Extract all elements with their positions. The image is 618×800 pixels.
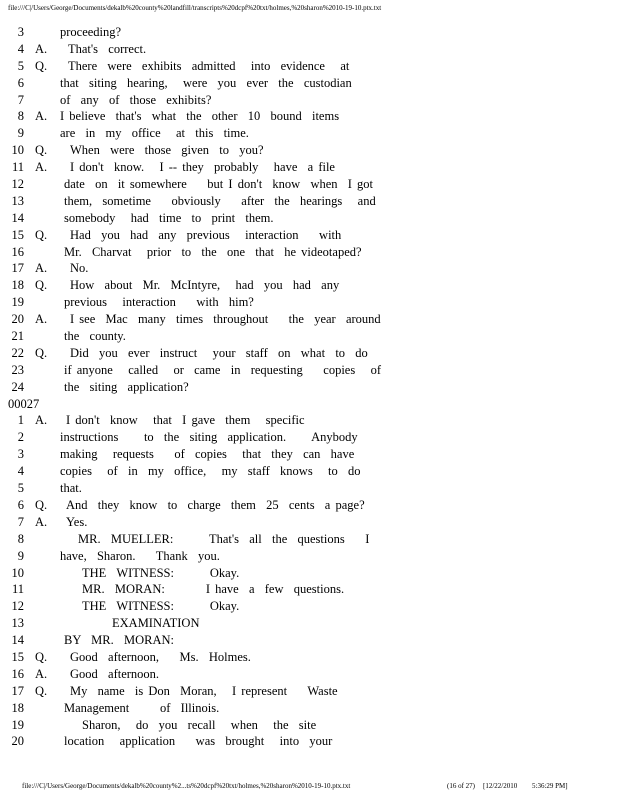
transcript-line — [8, 514, 608, 531]
line-number: 15 — [11, 227, 24, 242]
line-text: There were exhibits admitted into evidence at — [68, 58, 350, 73]
speaker-marker: A. — [35, 514, 48, 529]
line-number: 3 — [17, 25, 24, 39]
transcript-line — [8, 598, 608, 615]
transcript-block-page-27 — [8, 412, 608, 750]
line-number: 10 — [11, 565, 24, 580]
speaker-marker: Q. — [35, 58, 48, 73]
footer-date: [12/22/2010 — [483, 782, 518, 790]
transcript-line — [8, 379, 608, 396]
line-text: Sharon, do you recall when the site — [82, 717, 317, 732]
line-number: 13 — [11, 616, 24, 631]
line-text: EXAMINATION — [112, 616, 200, 631]
transcript-line — [8, 159, 608, 176]
transcript-line — [8, 125, 608, 142]
line-number: 4 — [17, 41, 24, 56]
line-number: 14 — [11, 210, 24, 225]
transcript-line — [8, 227, 608, 244]
transcript-line — [8, 277, 608, 294]
line-number: 16 — [11, 666, 24, 681]
line-text: BY MR. MORAN: — [64, 633, 174, 648]
transcript-line — [8, 565, 608, 582]
line-number: 20 — [11, 312, 24, 327]
line-text: the county. — [64, 329, 126, 344]
speaker-marker: A. — [35, 41, 48, 56]
line-text: THE WITNESS: Okay. — [82, 565, 240, 580]
line-text: somebody had time to print them. — [64, 210, 274, 225]
footer-file-path: file:///C|/Users/George/Documents/dekalb%20county%2...ts%20dcpf%20txt/holmes,%20sharon%2010-19-10.ptx.txt — [22, 782, 351, 790]
transcript-line — [8, 362, 608, 379]
line-text: proceeding? — [60, 25, 122, 39]
line-text: of any of those exhibits? — [60, 92, 212, 107]
line-number: 1 — [17, 413, 24, 428]
speaker-marker: A. — [35, 160, 48, 175]
line-text: have, Sharon. Thank you. — [60, 548, 220, 563]
transcript-line — [8, 717, 608, 734]
line-number: 17 — [11, 683, 24, 698]
line-number: 21 — [11, 329, 24, 344]
line-number: 10 — [11, 143, 24, 158]
line-text: Had you had any previous interaction with — [70, 227, 342, 242]
speaker-marker: A. — [35, 413, 48, 428]
line-number: 19 — [11, 295, 24, 310]
transcript-line — [8, 649, 608, 666]
line-number: 4 — [17, 464, 24, 479]
transcript-line — [8, 108, 608, 125]
line-number: 14 — [11, 633, 24, 648]
line-text: instructions to the siting application. Anybody — [60, 430, 358, 445]
line-number: 5 — [17, 481, 24, 496]
transcript-line — [8, 244, 608, 261]
line-number: 24 — [11, 379, 24, 394]
speaker-marker: A. — [35, 666, 48, 681]
transcript-line — [8, 632, 608, 649]
speaker-marker: Q. — [35, 278, 48, 293]
line-number: 16 — [11, 244, 24, 259]
line-text: Good afternoon. — [70, 666, 160, 681]
transcript-line — [8, 193, 608, 210]
page-number-marker: 00027 — [8, 396, 40, 411]
transcript-line — [8, 41, 608, 58]
line-text: THE WITNESS: Okay. — [82, 599, 240, 614]
line-number: 15 — [11, 649, 24, 664]
line-text: No. — [70, 261, 89, 276]
line-text: the siting application? — [64, 379, 189, 394]
line-number: 11 — [11, 582, 24, 597]
transcript-line — [8, 666, 608, 683]
transcript-line — [8, 733, 608, 750]
line-text: MR. MORAN: I have a few questions. — [82, 582, 345, 597]
line-text: them, sometime obviously after the hearings and — [64, 193, 376, 208]
line-number: 12 — [11, 599, 24, 614]
speaker-marker: A. — [35, 109, 48, 124]
transcript-line — [8, 581, 608, 598]
line-number: 2 — [17, 430, 24, 445]
line-text: How about Mr. McIntyre, had you had any — [70, 278, 340, 293]
transcript-line — [8, 260, 608, 277]
transcript-line — [8, 429, 608, 446]
line-number: 22 — [11, 345, 24, 360]
line-text: When were those given to you? — [70, 143, 264, 158]
line-text: location application was brought into your — [64, 734, 333, 749]
line-number: 18 — [11, 278, 24, 293]
line-number: 6 — [17, 75, 24, 90]
line-text: Management of Illinois. — [64, 700, 220, 715]
line-number: 6 — [17, 497, 24, 512]
line-number: 7 — [17, 92, 24, 107]
transcript-line — [8, 497, 608, 514]
line-text: I believe that's what the other 10 bound items — [60, 109, 340, 124]
line-text: Yes. — [66, 514, 88, 529]
line-text: Did you ever instruct your staff on what to do — [70, 345, 368, 360]
file-path-header: file:///C|/Users/George/Documents/dekalb%20county%20landfill/transcripts%20dcpf%20txt/holmes,%20sharon%2010-19-10.ptx.txt — [8, 4, 382, 12]
line-number: 8 — [17, 109, 24, 124]
transcript-line — [8, 176, 608, 193]
line-number: 23 — [11, 362, 24, 377]
line-text: MR. MUELLER: That's all the questions I — [78, 531, 370, 546]
transcript-line — [8, 615, 608, 632]
transcript-line — [8, 58, 608, 75]
speaker-marker: Q. — [35, 683, 48, 698]
speaker-marker: Q. — [35, 649, 48, 664]
line-text: copies of in my office, my staff knows to do — [60, 464, 361, 479]
line-number: 8 — [17, 531, 24, 546]
line-text: My name is Don Moran, I represent Waste — [70, 683, 338, 698]
footer-page-count: (16 of 27) — [447, 782, 475, 790]
page-marker — [8, 396, 608, 413]
line-text: Good afternoon, Ms. Holmes. — [70, 649, 251, 664]
line-number: 13 — [11, 193, 24, 208]
transcript-line — [8, 328, 608, 345]
line-text: I don't know. I -- they probably have a file — [70, 160, 335, 175]
line-number: 19 — [11, 717, 24, 732]
line-number: 5 — [17, 58, 24, 73]
transcript-line — [8, 700, 608, 717]
transcript-line — [8, 142, 608, 159]
transcript-line — [8, 294, 608, 311]
transcript-line — [8, 480, 608, 497]
transcript-line — [8, 92, 608, 109]
line-text: that. — [60, 481, 82, 496]
line-text: date on it somewhere but I don't know when I got — [64, 177, 374, 192]
speaker-marker: Q. — [35, 143, 48, 158]
line-number: 20 — [11, 734, 24, 749]
line-number: 9 — [17, 126, 24, 141]
speaker-marker: Q. — [35, 497, 48, 512]
line-text: previous interaction with him? — [64, 295, 254, 310]
line-number: 18 — [11, 700, 24, 715]
speaker-marker: A. — [35, 312, 48, 327]
line-text: I don't know that I gave them specific — [66, 413, 305, 428]
transcript-line — [8, 345, 608, 362]
transcript-block-page-26 — [8, 24, 608, 396]
transcript-line — [8, 446, 608, 463]
speaker-marker: A. — [35, 261, 48, 276]
line-text: That's correct. — [68, 41, 147, 56]
line-number: 3 — [17, 447, 24, 462]
transcript-body — [8, 24, 608, 750]
transcript-line — [8, 412, 608, 429]
line-text: I see Mac many times throughout the year around — [70, 312, 381, 327]
speaker-marker: Q. — [35, 227, 48, 242]
line-text: that siting hearing, were you ever the custodian — [60, 75, 352, 90]
transcript-line — [8, 24, 608, 41]
line-number: 11 — [11, 160, 24, 175]
line-number: 9 — [17, 548, 24, 563]
line-number: 17 — [11, 261, 24, 276]
transcript-line — [8, 683, 608, 700]
line-text: are in my office at this time. — [60, 126, 249, 141]
line-text: And they know to charge them 25 cents a page? — [66, 497, 365, 512]
transcript-line — [8, 210, 608, 227]
line-number: 12 — [11, 177, 24, 192]
transcript-line — [8, 463, 608, 480]
transcript-line — [8, 311, 608, 328]
transcript-line — [8, 531, 608, 548]
footer-time: 5:36:29 PM] — [532, 782, 568, 790]
transcript-line — [8, 548, 608, 565]
transcript-line — [8, 75, 608, 92]
speaker-marker: Q. — [35, 345, 48, 360]
line-text: if anyone called or came in requesting copies of — [64, 362, 381, 377]
line-text: Mr. Charvat prior to the one that he videotaped? — [64, 244, 362, 259]
line-number: 7 — [17, 514, 24, 529]
line-text: making requests of copies that they can have — [60, 447, 355, 462]
